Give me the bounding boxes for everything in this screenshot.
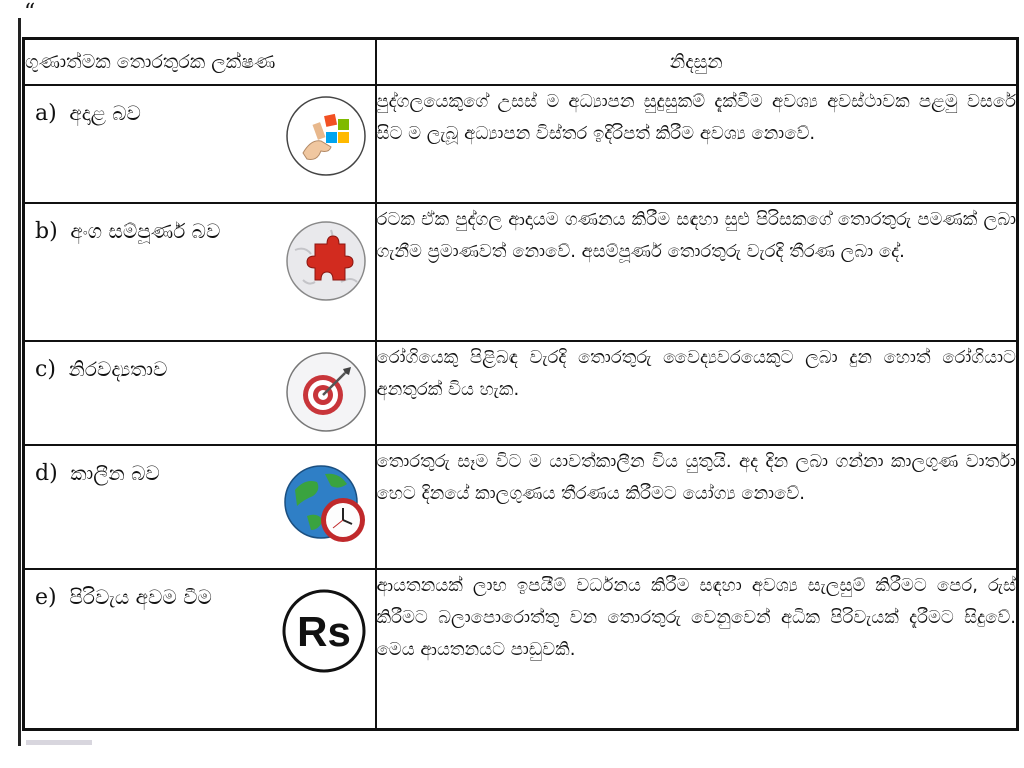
quality-information-table	[22, 37, 1019, 731]
characteristic-cell	[24, 445, 376, 569]
characteristic-label	[35, 98, 250, 129]
table-row	[24, 85, 1018, 203]
left-margin-rule	[18, 18, 21, 746]
row-letter: b)	[35, 219, 58, 244]
characteristic-cell	[24, 341, 376, 445]
table-row	[24, 203, 1018, 341]
rupee-sign-text: Rs	[296, 608, 351, 655]
table-header-row	[24, 39, 1018, 86]
table-row	[24, 569, 1018, 729]
characteristic-text: අදාළ බව	[69, 101, 141, 125]
characteristic-text: පිරිවැය අවම වීම	[69, 585, 212, 609]
characteristic-text: අංග සම්පූර්ණ බව	[70, 219, 221, 243]
example-cell: රටක ඒක පුද්ගල ආදායම ගණනය කිරීම සඳහා සුළු පිරිසකගේ තොරතුරු පමණක් ලබා ගැනීම ප්‍රමාණවත් නොවේ. අසම්පූර්ණ තොරතුරු වැරදි තීරණ ලබා දේ.	[376, 203, 1018, 341]
row-letter: e)	[35, 585, 57, 610]
characteristic-cell	[24, 203, 376, 341]
header-characteristic: ගුණාත්මක තොරතුරක ලක්ෂණ	[24, 39, 376, 86]
row-letter: d)	[35, 461, 58, 486]
bottom-smudge	[26, 740, 92, 745]
table-row	[24, 445, 1018, 569]
table-row	[24, 341, 1018, 445]
rupee-sign-icon	[281, 588, 367, 674]
example-cell: පුද්ගලයෙකුගේ උසස් ම අධ්‍යාපන සුදුසුකම් දැක්වීම අවශ්‍ය අවස්ථාවක පළමු වසරේ සිට ම ලැබූ අධ්‍යාපන විස්තර ඉදිරිපත් කිරීම අවශ්‍ය නොවේ.	[376, 85, 1018, 203]
characteristic-text: නිරවද්‍යතාව	[68, 357, 168, 381]
characteristic-text: කාලීන බව	[70, 461, 160, 485]
characteristic-cell	[24, 85, 376, 203]
characteristic-label	[35, 216, 240, 247]
example-cell: ආයතනයක් ලාභ ඉපයීම් වර්ධනය කිරීම සඳහා අවශ්‍ය සැලසුම් කිරීමට පෙර, රුස් කිරීමට බලාපොරොත්තු වන තොරතුරු වෙනුවෙන් අධික පිරිවැයක් දැරීමට සිදුවේ. මෙය ආයතනයට පාඩුවකි.	[376, 569, 1018, 729]
characteristic-label	[35, 582, 230, 613]
hand-blocks-icon	[285, 95, 367, 177]
characteristic-label	[35, 354, 250, 385]
characteristic-cell	[24, 569, 376, 729]
target-arrow-icon	[285, 351, 367, 433]
quote-mark: “	[24, 0, 36, 25]
characteristic-label	[35, 458, 250, 489]
row-letter: c)	[35, 357, 56, 382]
globe-clock-icon	[281, 460, 371, 550]
puzzle-piece-icon	[285, 220, 367, 302]
header-example: නිදසුන	[376, 39, 1018, 86]
example-cell: රෝගියෙකු පිළිබඳ වැරදි තොරතුරු වෛද්‍යවරයෙකුට ලබා දුන හොත් රෝගියාට අනතුරක් විය හැක.	[376, 341, 1018, 445]
example-cell: තොරතුරු සෑම විට ම යාවත්කාලීන විය යුතුයි. අද දින ලබා ගන්නා කාලගුණ වාර්තා හෙට දිනයේ කාලගුණය තීරණය කිරීමට යෝග්‍ය නොවේ.	[376, 445, 1018, 569]
row-letter: a)	[35, 101, 57, 126]
